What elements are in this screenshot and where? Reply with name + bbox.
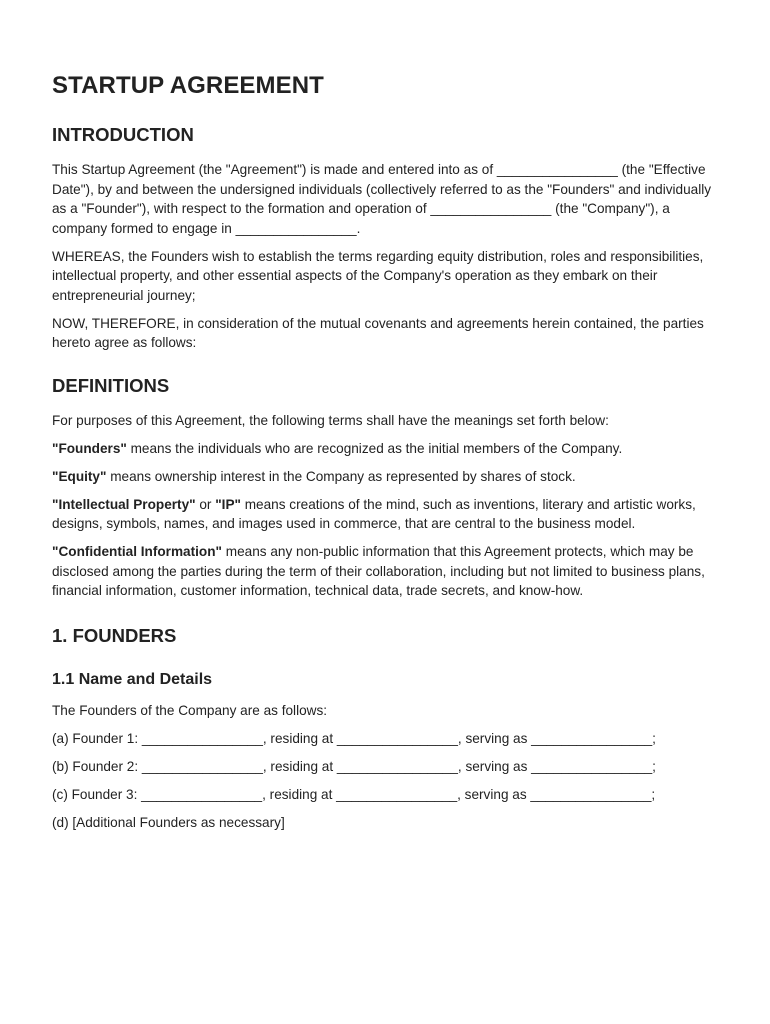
founder-item-1: (a) Founder 1: ________________, residing at ________________, serving as ________________;: [52, 730, 656, 746]
definition-term: "Intellectual Property": [52, 496, 196, 512]
definition-intellectual-property: [52, 495, 720, 534]
definition-founders: [52, 439, 720, 459]
definitions-heading: DEFINITIONS: [52, 374, 170, 396]
definition-text: means creations of the mind, such as inventions, literary and artistic works, designs, symbols, names, and images used in commerce, that are central to the business model.: [52, 496, 696, 531]
founders-intro: The Founders of the Company are as follows:: [52, 702, 328, 718]
definition-confidential-information: [52, 542, 720, 601]
founders-heading: 1. FOUNDERS: [52, 624, 177, 646]
definition-term: "Confidential Information": [52, 544, 222, 559]
definition-text: means the individuals who are recognized as the initial members of the Company.: [126, 440, 623, 456]
definition-text: means ownership interest in the Company as represented by shares of stock.: [106, 468, 576, 484]
definition-term: "Founders": [52, 440, 127, 456]
introduction-heading: INTRODUCTION: [52, 124, 194, 145]
definition-term: "IP": [215, 496, 241, 512]
founder-item-additional: (d) [Additional Founders as necessary]: [52, 814, 285, 830]
introduction-paragraph-1: This Startup Agreement (the "Agreement") is made and entered into as of ________________ (the "Effective Date"), by and between the undersigned individuals (collectively referred to as the "Founders" and individually as a "Founder"), with respect to the formation and operation of ________________ (the "Company"), a company formed to engage in ________________.: [52, 162, 712, 236]
definitions-intro: For purposes of this Agreement, the following terms shall have the meanings set forth below:: [52, 412, 609, 428]
definition-term: "Equity": [52, 468, 107, 484]
definition-text: means any non-public information that this Agreement protects, which may be disclosed among the parties during the term of their collaboration, including but not limited to business plans, financial information, customer information, technical data, trade secrets, and know-how.: [52, 544, 705, 598]
founder-item-2: (b) Founder 2: ________________, residing at ________________, serving as ________________;: [52, 758, 656, 774]
definition-equity: [52, 467, 720, 487]
founder-item-3: (c) Founder 3: ________________, residing at ________________, serving as ________________;: [52, 786, 656, 802]
founders-subheading: 1.1 Name and Details: [52, 670, 213, 688]
introduction-paragraph-3: NOW, THEREFORE, in consideration of the mutual covenants and agreements herein contained, the parties hereto agree as follows:: [52, 315, 704, 350]
document-title: STARTUP AGREEMENT: [52, 72, 324, 99]
definition-connector: or: [195, 496, 216, 512]
introduction-paragraph-2: WHEREAS, the Founders wish to establish the terms regarding equity distribution, roles and responsibilities, intellectual property, and other essential aspects of the Company's operation as they embark on their entrepreneurial journey;: [52, 248, 704, 303]
